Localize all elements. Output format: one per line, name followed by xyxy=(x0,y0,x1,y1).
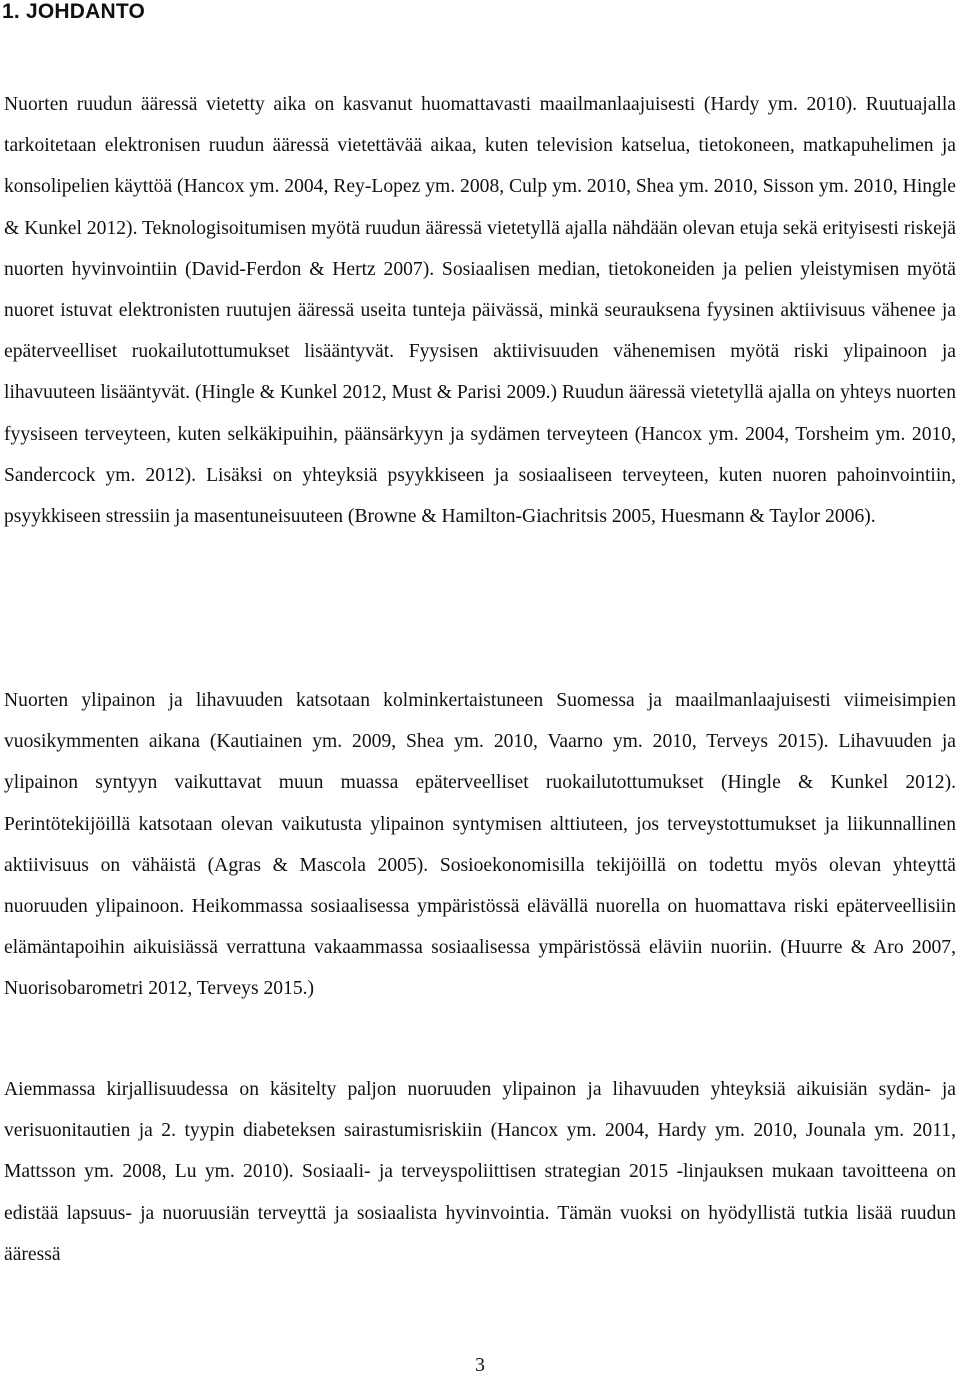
section-heading: 1. JOHDANTO xyxy=(2,0,146,23)
paragraph-screen-time: Nuorten ruudun ääressä vietetty aika on kasvanut huomattavasti maailmanlaajuisesti (Hardy ym. 2010). Ruutuajalla tarkoitetaan elektronisen ruudun ääressä vietettävää aikaa, kuten television katselua, tietokoneen, matkapuhelimen ja konsolipelien käyttöä (Hancox ym. 2004, Rey-Lopez ym. 2008, Culp ym. 2010, Shea ym. 2010, Sisson ym. 2010, Hingle & Kunkel 2012). Teknologisoitumisen myötä ruudun ääressä vietetyllä ajalla nähdään olevan etuja sekä erityisesti riskejä nuorten hyvinvointiin (David-Ferdon & Hertz 2007). Sosiaalisen median, tietokoneiden ja pelien yleistymisen myötä nuoret istuvat elektronisten ruutujen ääressä useita tunteja päivässä, minkä seurauksena fyysinen aktiivisuus vähenee ja epäterveelliset ruokailutottumukset lisääntyvät. Fyysisen aktiivisuuden vähenemisen myötä riski ylipainoon ja lihavuuteen lisääntyvät. (Hingle & Kunkel 2012, Must & Parisi 2009.) Ruudun ääressä vietetyllä ajalla on yhteys nuorten fyysiseen terveyteen, kuten selkäkipuihin, päänsärkyyn ja sydämen terveyteen (Hancox ym. 2004, Torsheim ym. 2010, Sandercock ym. 2012). Lisäksi on yhteyksiä psyykkiseen ja sosiaaliseen terveyteen, kuten nuoren pahoinvointiin, psyykkiseen stressiin ja masentuneisuuteen (Browne & Hamilton-Giachritsis 2005, Huesmann & Taylor 2006). xyxy=(4,94,956,528)
page-number: 3 xyxy=(475,1355,485,1376)
paragraph-overweight: Nuorten ylipainon ja lihavuuden katsotaan kolminkertaistuneen Suomessa ja maailmanlaajuisesti viimeisimpien vuosikymmenten aikana (Kautiainen ym. 2009, Shea ym. 2010, Vaarno ym. 2010, Terveys 2015). Lihavuuden ja ylipainon syntyyn vaikuttavat muun muassa epäterveelliset ruokailutottumukset (Hingle & Kunkel 2012). Perintötekijöillä katsotaan olevan vaikutusta ylipainon syntymisen alttiuteen, jos terveystottumukset ja liikunnallinen aktiivisuus on vähäistä (Agras & Mascola 2005). Sosioekonomisilla tekijöillä on todettu myös olevan yhteyttä nuoruuden ylipainoon. Heikommassa sosiaalisessa ympäristössä elävällä nuorella on huomattava riski epäterveellisiin elämäntapoihin aikuisiässä verrattuna vakaammassa sosiaalisessa ympäristössä eläviin nuoriin. (Huurre & Aro 2007, Nuorisobarometri 2012, Terveys 2015.) xyxy=(4,690,956,1000)
paragraph-literature: Aiemmassa kirjallisuudessa on käsitelty paljon nuoruuden ylipainon ja lihavuuden yhteyksiä aikuisiän sydän- ja verisuonitautien ja 2. tyypin diabeteksen sairastumisriskiin (Hancox ym. 2004, Hardy ym. 2010, Jounala ym. 2011, Mattsson ym. 2008, Lu ym. 2010). Sosiaali- ja terveyspoliittisen strategian 2015 -linjauksen mukaan tavoitteena on edistää lapsuus- ja nuoruusiän terveyttä ja sosiaalista hyvinvointia. Tämän vuoksi on hyödyllistä tutkia lisää ruudun ääressä xyxy=(4,1079,956,1265)
